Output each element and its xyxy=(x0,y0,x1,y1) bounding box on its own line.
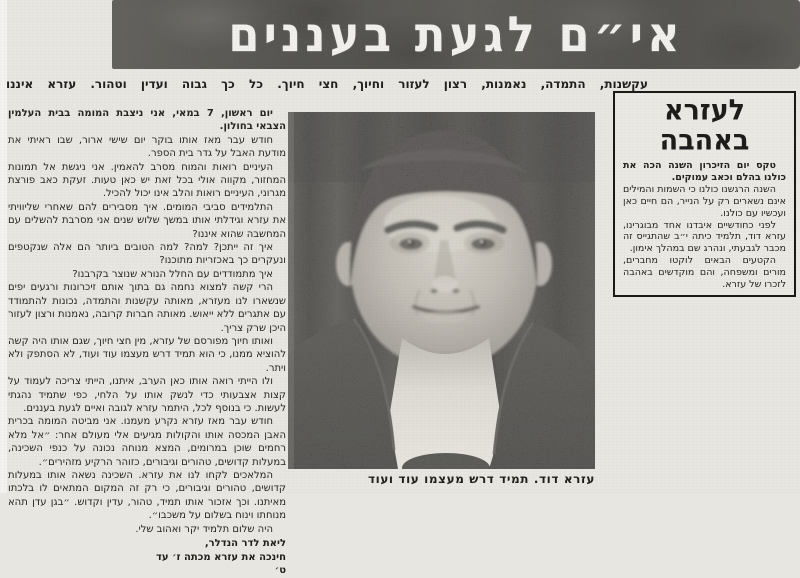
memorial-paragraph: טקס יום הזיכרון השנה הכה את כולנו בהלם וכאב עמוקים. xyxy=(623,160,786,183)
memorial-text xyxy=(623,160,786,291)
portrait-photo xyxy=(288,112,595,469)
memorial-paragraph: השנה הרגשנו כולנו כי השמות והמילים אינם נשארים רק על הנייר, הם חיים כאן ועכשיו עם כולנו. xyxy=(623,183,786,219)
article-paragraph: המלאכים לקחו לנו את עזרא. השכינה נשאה אותו במעלות קדושים, טהורים וגיבורים, כי רק זה המקום המתאים לו בלכתו מאיתנו. וכך אזכור אותו תמיד, טהור, עדין וקדוש. ״בגן עדן תהא מנוחתו וינוח בשלום על משכבו״. xyxy=(8,469,286,522)
article-paragraph: ואותו חיוך מפורסם של עזרא, מין חצי חיוך, שגם אותו היה קשה להוציא ממנו, כי הוא תמיד דרש מעצמו עוד ועוד, לא הסתפק ולא ויתר. xyxy=(8,335,286,374)
article-paragraph: העיניים רואות והמוח מסרב להאמין. אני ניגשת אל תמונות המחזור, מקווה אולי בכל זאת יש כאן טעות. זעקת כאב פורצת מגרוני, העיניים רואות והלב אינו יכול להכיל. xyxy=(8,161,286,200)
memorial-paragraph: לפני כחודשיים איבדנו אחד מבוגרינו, עזרא דוד, תלמיד כיתה י״ב שהתגייס זה מכבר לגבעתי, ונהרג שם במהלך אימון. xyxy=(623,219,786,255)
memorial-paragraph: הקטעים הבאים לוקטו מחברים, מורים ומשפחה, והם מוקדשים באהבה לזכרו של עזרא. xyxy=(623,255,786,291)
portrait-illustration xyxy=(288,112,595,469)
article-column xyxy=(8,107,286,578)
subheadline: עקשנות, התמדה, נאמנות, רצון לעזור וחיוך, חצי חיוך. כל כך גבוה ועדין וטהור. עזרא איננו xyxy=(6,77,648,91)
scan-edge-strip xyxy=(0,0,7,493)
article-signature xyxy=(148,537,286,578)
article-paragraph: היה שלום תלמיד יקר ואהוב שלי. xyxy=(135,523,273,535)
main-headline: אי״ם לגעת בעננים xyxy=(228,5,684,64)
memorial-title-line2: באהבה xyxy=(659,124,750,157)
memorial-title-line1: לעזרא xyxy=(663,94,746,127)
article-paragraph: איך מתמודדים עם החלל הנורא שנוצר בקרבנו? xyxy=(72,268,273,280)
article-paragraph: יום ראשון, 7 במאי, אני ניצבת המומה בבית העלמין הצבאי בחולון. xyxy=(8,108,286,133)
article-paragraph: חודש עבר מאז אותו בוקר יום שישי ארור, שבו ראיתי את מודעת האבל על גדר בית הספר. xyxy=(8,134,286,160)
article-paragraph: הרי קשה למצוא נחמה גם בתוך אותם זיכרונות ורגעים יפים שנשארו לנו מעזרא, מאותה עקשנות והתמדה, נכונות להתמודד עם אתגרים ללא ייאוש. מאותה חברות קרובה, נאמנות ורצון לעזור היכן שרק צריך. xyxy=(8,282,286,334)
photo-caption: עזרא דוד. תמיד דרש מעצמו עוד ועוד xyxy=(367,472,595,486)
headline-banner xyxy=(112,0,800,69)
signature-name: ליאת לדר הנדלר, xyxy=(204,538,286,549)
article-paragraph: התלמידים סביבי המומים. איך מסבירים להם שאחרי שליוויתי את עזרא וגידלתי אותו במשך שלוש שנים אני מסרבת להשלים עם המחשבה שהוא איננו? xyxy=(8,201,286,240)
signature-role: חינכה את עזרא מכתה ז׳ עד ט׳ xyxy=(156,551,286,576)
article-paragraph: חודש עבר מאז עזרא נקרע מעמנו. אני מביטה המומה בכרית האבן המכסה אותו והקולות מגיעים אלי מעולם אחר: ״אל מלא רחמים שוכן במרומים, המצא מנוחה נכונה על כנפי השכינה, במעלות קדושים, טהורים וגיבורים, כזוהר הרקיע מזהירים״. xyxy=(8,416,286,468)
article-paragraph: איך זה ייתכן? למה? למה הטובים ביותר הם אלה שנקטפים ונעקרים כך באכזריות מתוכנו? xyxy=(8,242,286,267)
memorial-box xyxy=(613,91,796,297)
article-paragraph: ולו הייתי רואה אותו כאן הערב, איתנו, הייתי צריכה לעמוד על קצות אצבעותי כדי לנשק אותו על הלחי, כפי שתמיד נהגתי לעשות. כי בנוסף לכל, היתמר עזרא לגובה ואיים לגעת בעננים. xyxy=(8,376,286,414)
